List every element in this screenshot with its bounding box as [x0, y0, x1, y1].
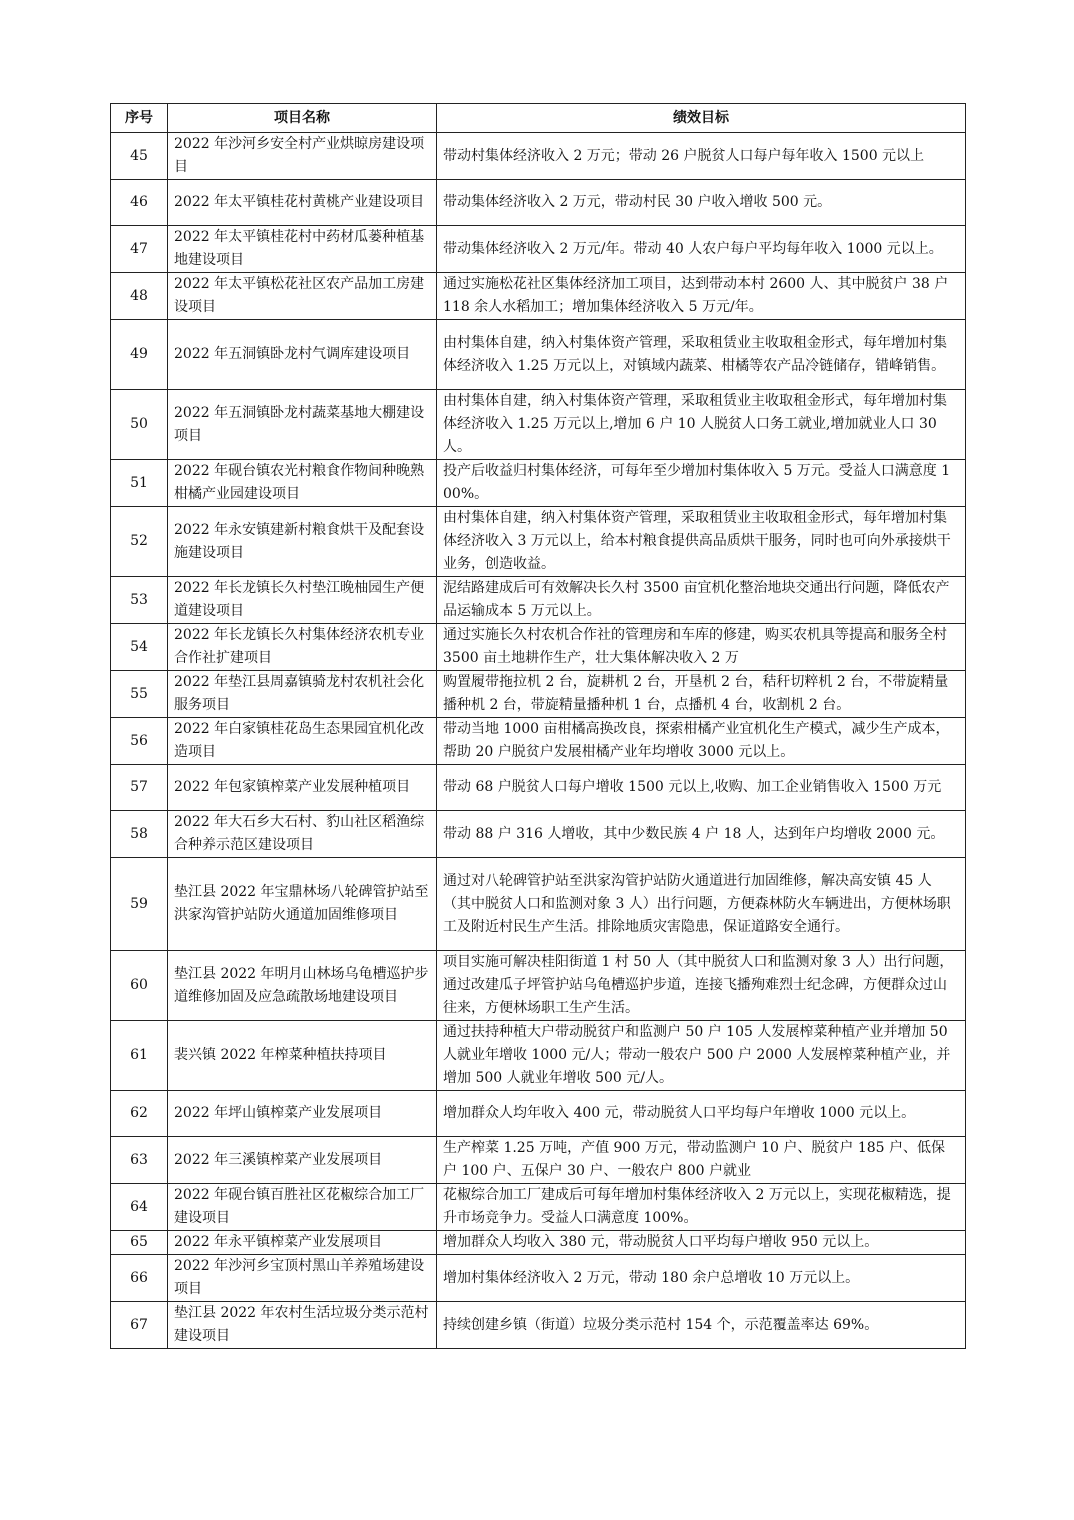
row-seq: 51: [111, 460, 168, 507]
row-performance-goal: 增加村集体经济收入 2 万元，带动 180 余户总增收 10 万元以上。: [437, 1255, 966, 1302]
row-performance-goal: 持续创建乡镇（街道）垃圾分类示范村 154 个，示范覆盖率达 69%。: [437, 1302, 966, 1349]
row-project-name: 垫江县 2022 年明月山林场乌龟槽巡护步道维修加固及应急疏散场地建设项目: [168, 951, 437, 1021]
table-row: [111, 858, 966, 951]
row-seq: 63: [111, 1137, 168, 1184]
row-seq: 47: [111, 226, 168, 273]
row-performance-goal: 增加群众人均收入 380 元，带动脱贫人口平均每户增收 950 元以上。: [437, 1231, 966, 1255]
table-row: [111, 226, 966, 273]
table-row: [111, 811, 966, 858]
table-row: [111, 1302, 966, 1349]
table-row: [111, 577, 966, 624]
table-row: [111, 180, 966, 226]
row-seq: 58: [111, 811, 168, 858]
row-performance-goal: 通过对八轮碑管护站至洪家沟管护站防火通道进行加固维修，解决高安镇 45 人（其中脱贫人口和监测对象 3 人）出行问题，方便森林防火车辆进出，方便林场职工及附近村民生产生活。排除地质灾害隐患，保证道路安全通行。: [437, 858, 966, 951]
row-performance-goal: 通过扶持种植大户带动脱贫户和监测户 50 户 105 人发展榨菜种植产业并增加 50 人就业年增收 1000 元/人；带动一般农户 500 户 2000 人发展榨菜种植产业，并增加 500 人就业年增收 500 元/人。: [437, 1021, 966, 1091]
row-performance-goal: 带动集体经济收入 2 万元/年。带动 40 人农户每户平均每年收入 1000 元以上。: [437, 226, 966, 273]
row-project-name: 2022 年白家镇桂花岛生态果园宜机化改造项目: [168, 718, 437, 765]
row-performance-goal: 通过实施长久村农机合作社的管理房和车库的修建，购买农机具等提高和服务全村 3500 亩土地耕作生产，壮大集体解决收入 2 万: [437, 624, 966, 671]
row-performance-goal: 带动 68 户脱贫人口每户增收 1500 元以上,收购、加工企业销售收入 1500 万元: [437, 765, 966, 811]
table-row: [111, 624, 966, 671]
row-performance-goal: 带动村集体经济收入 2 万元；带动 26 户脱贫人口每户每年收入 1500 元以上: [437, 133, 966, 180]
row-performance-goal: 带动集体经济收入 2 万元，带动村民 30 户收入增收 500 元。: [437, 180, 966, 226]
row-performance-goal: 带动当地 1000 亩柑橘高换改良，探索柑橘产业宜机化生产模式，减少生产成本，帮助 20 户脱贫户发展柑橘产业年均增收 3000 元以上。: [437, 718, 966, 765]
table-row: [111, 273, 966, 320]
row-project-name: 垫江县 2022 年农村生活垃圾分类示范村建设项目: [168, 1302, 437, 1349]
row-project-name: 2022 年砚台镇百胜社区花椒综合加工厂建设项目: [168, 1184, 437, 1231]
table-row: [111, 390, 966, 460]
row-seq: 56: [111, 718, 168, 765]
row-project-name: 2022 年永平镇榨菜产业发展项目: [168, 1231, 437, 1255]
row-seq: 52: [111, 507, 168, 577]
row-seq: 49: [111, 320, 168, 390]
table-row: [111, 765, 966, 811]
row-performance-goal: 由村集体自建，纳入村集体资产管理，采取租赁业主收取租金形式，每年增加村集体经济收入 3 万元以上，给本村粮食提供高品质烘干服务，同时也可向外承接烘干业务，创造收益。: [437, 507, 966, 577]
row-performance-goal: 增加群众人均年收入 400 元，带动脱贫人口平均每户年增收 1000 元以上。: [437, 1091, 966, 1137]
row-seq: 57: [111, 765, 168, 811]
row-project-name: 2022 年沙河乡安全村产业烘晾房建设项目: [168, 133, 437, 180]
row-seq: 62: [111, 1091, 168, 1137]
table-body: [111, 133, 966, 1349]
row-performance-goal: 投产后收益归村集体经济，可每年至少增加村集体收入 5 万元。受益人口满意度 100%。: [437, 460, 966, 507]
row-performance-goal: 通过实施松花社区集体经济加工项目，达到带动本村 2600 人、其中脱贫户 38 户 118 余人水稻加工；增加集体经济收入 5 万元/年。: [437, 273, 966, 320]
row-project-name: 2022 年太平镇桂花村中药材瓜蒌种植基地建设项目: [168, 226, 437, 273]
row-seq: 67: [111, 1302, 168, 1349]
table-row: [111, 320, 966, 390]
table-row: [111, 951, 966, 1021]
row-project-name: 2022 年永安镇建新村粮食烘干及配套设施建设项目: [168, 507, 437, 577]
row-performance-goal: 生产榨菜 1.25 万吨，产值 900 万元，带动监测户 10 户、脱贫户 185 户、低保户 100 户、五保户 30 户、一般农户 800 户就业: [437, 1137, 966, 1184]
row-seq: 64: [111, 1184, 168, 1231]
table-row: [111, 1091, 966, 1137]
row-project-name: 2022 年包家镇榨菜产业发展种植项目: [168, 765, 437, 811]
row-seq: 66: [111, 1255, 168, 1302]
row-seq: 45: [111, 133, 168, 180]
row-project-name: 2022 年长龙镇长久村集体经济农机专业合作社扩建项目: [168, 624, 437, 671]
row-project-name: 2022 年五洞镇卧龙村蔬菜基地大棚建设项目: [168, 390, 437, 460]
row-seq: 53: [111, 577, 168, 624]
row-project-name: 2022 年坪山镇榨菜产业发展项目: [168, 1091, 437, 1137]
table-row: [111, 1021, 966, 1091]
row-project-name: 2022 年太平镇桂花村黄桃产业建设项目: [168, 180, 437, 226]
row-performance-goal: 由村集体自建，纳入村集体资产管理，采取租赁业主收取租金形式，每年增加村集体经济收入 1.25 万元以上，对镇域内蔬菜、柑橘等农产品冷链储存，错峰销售。: [437, 320, 966, 390]
row-seq: 60: [111, 951, 168, 1021]
table-row: [111, 1184, 966, 1231]
table-row: [111, 1231, 966, 1255]
row-seq: 50: [111, 390, 168, 460]
row-performance-goal: 由村集体自建，纳入村集体资产管理，采取租赁业主收取租金形式，每年增加村集体经济收入 1.25 万元以上,增加 6 户 10 人脱贫人口务工就业,增加就业人口 30 人。: [437, 390, 966, 460]
header-project-name: 项目名称: [168, 104, 437, 133]
row-project-name: 2022 年砚台镇农光村粮食作物间种晚熟柑橘产业园建设项目: [168, 460, 437, 507]
header-performance-goal: 绩效目标: [437, 104, 966, 133]
row-performance-goal: 项目实施可解决桂阳街道 1 村 50 人（其中脱贫人口和监测对象 3 人）出行问题，通过改建瓜子坪管护站乌龟槽巡护步道，连接飞播殉难烈士纪念碑，方便群众过山往来，方便林场职工生产生活。: [437, 951, 966, 1021]
row-seq: 54: [111, 624, 168, 671]
performance-goals-table: [110, 103, 966, 1349]
row-project-name: 2022 年长龙镇长久村垫江晚柚园生产便道建设项目: [168, 577, 437, 624]
row-seq: 61: [111, 1021, 168, 1091]
row-project-name: 2022 年五洞镇卧龙村气调库建设项目: [168, 320, 437, 390]
row-performance-goal: 带动 88 户 316 人增收，其中少数民族 4 户 18 人，达到年户均增收 2000 元。: [437, 811, 966, 858]
row-seq: 65: [111, 1231, 168, 1255]
table-row: [111, 671, 966, 718]
table-row: [111, 1255, 966, 1302]
row-seq: 55: [111, 671, 168, 718]
table-header-row: [111, 104, 966, 133]
row-project-name: 裴兴镇 2022 年榨菜种植扶持项目: [168, 1021, 437, 1091]
row-project-name: 2022 年太平镇松花社区农产品加工房建设项目: [168, 273, 437, 320]
table-row: [111, 1137, 966, 1184]
document-page: [110, 103, 965, 1349]
row-project-name: 2022 年三溪镇榨菜产业发展项目: [168, 1137, 437, 1184]
row-performance-goal: 泥结路建成后可有效解决长久村 3500 亩宜机化整治地块交通出行问题，降低农产品运输成本 5 万元以上。: [437, 577, 966, 624]
row-project-name: 垫江县 2022 年宝鼎林场八轮碑管护站至洪家沟管护站防火通道加固维修项目: [168, 858, 437, 951]
table-row: [111, 718, 966, 765]
header-seq: 序号: [111, 104, 168, 133]
row-seq: 59: [111, 858, 168, 951]
table-row: [111, 507, 966, 577]
row-seq: 46: [111, 180, 168, 226]
row-project-name: 2022 年沙河乡宝顶村黑山羊养殖场建设项目: [168, 1255, 437, 1302]
row-performance-goal: 花椒综合加工厂建成后可每年增加村集体经济收入 2 万元以上，实现花椒精选，提升市场竞争力。受益人口满意度 100%。: [437, 1184, 966, 1231]
table-row: [111, 133, 966, 180]
row-performance-goal: 购置履带拖拉机 2 台，旋耕机 2 台，开垦机 2 台，秸秆切粹机 2 台，不带旋精量播种机 2 台，带旋精量播种机 1 台，点播机 4 台，收割机 2 台。: [437, 671, 966, 718]
table-row: [111, 460, 966, 507]
row-project-name: 2022 年垫江县周嘉镇骑龙村农机社会化服务项目: [168, 671, 437, 718]
row-project-name: 2022 年大石乡大石村、豹山社区稻渔综合种养示范区建设项目: [168, 811, 437, 858]
row-seq: 48: [111, 273, 168, 320]
